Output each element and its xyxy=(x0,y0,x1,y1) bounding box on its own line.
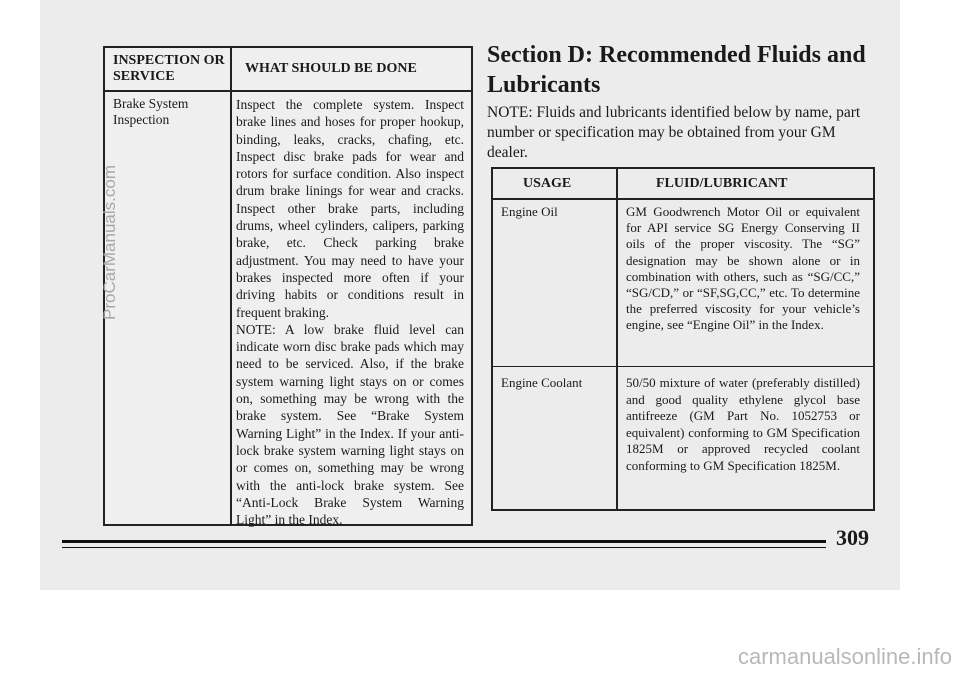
page-number: 309 xyxy=(836,525,869,550)
usage-engine-coolant: Engine Coolant xyxy=(501,375,583,390)
row-instructions xyxy=(236,96,464,528)
column-divider xyxy=(230,48,232,524)
header-inspection-or-service: INSPECTION OR SERVICE xyxy=(113,53,225,84)
fluids-table xyxy=(491,167,875,511)
header-fluid-lubricant: FLUID/LUBRICANT xyxy=(656,176,788,191)
side-watermark: ProCarManuals.com xyxy=(100,165,119,320)
inspection-table xyxy=(103,46,473,526)
usage-engine-oil: Engine Oil xyxy=(501,204,558,219)
section-note: NOTE: Fluids and lubricants identified below by name, part number or specification may be obtained from your GM dealer. xyxy=(487,104,861,161)
bottom-watermark: carmanualsonline.info xyxy=(737,644,952,669)
row-divider xyxy=(493,366,873,367)
footer-rule-thin xyxy=(62,547,826,548)
section-title: Section D: Recommended Fluids and Lubricants xyxy=(487,42,866,98)
row-item-brake-system-inspection: Brake System Inspection xyxy=(113,96,189,128)
fluid-engine-coolant: 50/50 mixture of water (preferably distilled) and good quality ethylene glycol base antifreeze (GM Part No. 1052753 or equivalent) conforming to GM Specification 1825M or approved recycled coolant conforming to GM Specification 1825M. xyxy=(626,375,860,473)
fluid-engine-oil: GM Goodwrench Motor Oil or equivalent for API service SG Energy Conserving II oils of the proper viscosity. The “SG” designation may be shown alone or in combination with others, such as “SG/CC,” “SG/CD,” or “SF,SG,CC,” etc. To determine the preferred viscosity for your vehicle’s engine, see “Engine Oil” in the Index. xyxy=(626,204,860,333)
column-divider xyxy=(616,169,618,509)
footer-rule-thick xyxy=(62,540,826,543)
instructions-note: NOTE: A low brake fluid level can indicate worn disc brake pads which may need to be serviced. Also, if the brake system warning light stays on or comes on, something may be wrong with the brake system. See “Brake System Warning Light” in the Index. If your anti-lock brake system warning light stays on or comes on, something may be wrong with the anti-lock brake system. See “Anti-Lock Brake System Warning Light” in the Index. xyxy=(236,321,464,528)
instructions-text: Inspect the complete system. Inspect brake lines and hoses for proper hookup, binding, leaks, cracks, chafing, etc. Inspect disc brake pads for wear and rotors for surface condition. Also inspect drum brake linings for wear and cracks. Inspect other brake parts, including drums, wheel cylinders, calipers, parking brake, etc. Check parking brake adjustment. You may need to have your brakes inspected more often if your driving habits or conditions result in frequent braking. xyxy=(236,97,464,320)
header-what-should-be-done: WHAT SHOULD BE DONE xyxy=(245,61,417,76)
header-usage: USAGE xyxy=(523,176,572,191)
